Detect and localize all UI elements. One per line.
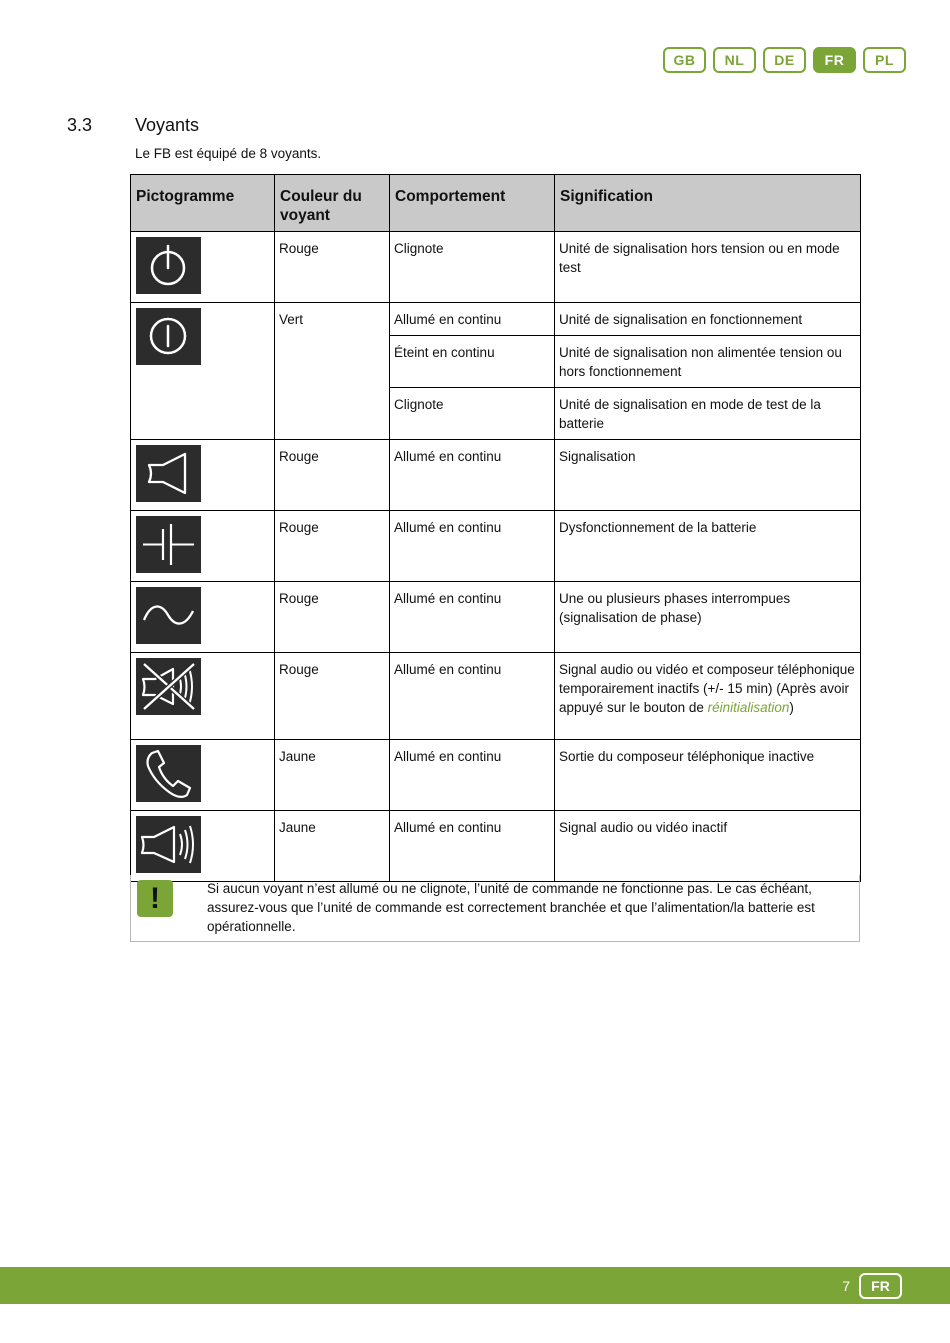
reset-link[interactable]: réinitialisation: [707, 700, 790, 715]
row-meaning: Une ou plusieurs phases interrompues (signalisation de phase): [555, 582, 861, 653]
row-meaning: Unité de signalisation non alimentée tension ou hors fonctionnement: [555, 336, 861, 388]
header-pictogram: Pictogramme: [131, 175, 275, 232]
horn-sound-icon: [136, 816, 201, 873]
footer-bar: [0, 1267, 950, 1304]
table-row: [131, 511, 861, 582]
table-row: [131, 653, 861, 740]
lang-tab-de[interactable]: DE: [763, 47, 806, 73]
footer-lang-badge: FR: [859, 1273, 902, 1299]
operation-icon: [136, 308, 201, 365]
table-row: [131, 582, 861, 653]
indicator-table: [130, 174, 861, 882]
row-meaning: Unité de signalisation hors tension ou en mode test: [555, 232, 861, 303]
power-icon: [136, 237, 201, 294]
header-behavior: Comportement: [390, 175, 555, 232]
meaning-text: Signal audio ou vidéo et composeur téléphonique temporairement inactifs (+/- 15 min) (Après avoir appuyé sur le bouton de: [559, 662, 855, 715]
header-color: Couleur du voyant: [275, 175, 390, 232]
row-color: Rouge: [275, 653, 390, 740]
section-title: Voyants: [135, 115, 200, 135]
row-behavior: Allumé en continu: [390, 811, 555, 882]
row-color: Jaune: [275, 811, 390, 882]
phone-icon: [136, 745, 201, 802]
table-row: [131, 740, 861, 811]
lang-tab-pl[interactable]: PL: [863, 47, 906, 73]
row-behavior: Allumé en continu: [390, 582, 555, 653]
horn-icon: [136, 445, 201, 502]
row-meaning: Signal audio ou vidéo inactif: [555, 811, 861, 882]
table-row: [131, 232, 861, 303]
table-row: [131, 811, 861, 882]
row-color: Rouge: [275, 232, 390, 303]
row-behavior: Clignote: [390, 388, 555, 440]
warning-icon: !: [137, 880, 173, 917]
row-behavior: Allumé en continu: [390, 303, 555, 336]
lang-tab-fr[interactable]: FR: [813, 47, 856, 73]
phase-sine-icon: [136, 587, 201, 644]
row-meaning: Signalisation: [555, 440, 861, 511]
page-number: 7: [842, 1278, 850, 1294]
row-behavior: Allumé en continu: [390, 440, 555, 511]
section-intro: Le FB est équipé de 8 voyants.: [135, 146, 322, 161]
battery-icon: [136, 516, 201, 573]
row-behavior: Allumé en continu: [390, 653, 555, 740]
row-meaning: [555, 653, 861, 740]
section-number: 3.3: [67, 115, 93, 135]
row-behavior: Allumé en continu: [390, 511, 555, 582]
row-color: Rouge: [275, 440, 390, 511]
row-color: Vert: [275, 303, 390, 440]
row-behavior: Allumé en continu: [390, 740, 555, 811]
row-meaning: Unité de signalisation en fonctionnement: [555, 303, 861, 336]
row-meaning: Dysfonctionnement de la batterie: [555, 511, 861, 582]
header-meaning: Signification: [555, 175, 861, 232]
row-color: Jaune: [275, 740, 390, 811]
row-color: Rouge: [275, 582, 390, 653]
table-row: [131, 440, 861, 511]
row-meaning: Unité de signalisation en mode de test de la batterie: [555, 388, 861, 440]
warning-note: [130, 875, 860, 942]
row-behavior: Éteint en continu: [390, 336, 555, 388]
row-behavior: Clignote: [390, 232, 555, 303]
warning-text: Si aucun voyant n’est allumé ou ne clignote, l’unité de commande ne fonctionne pas. Le cas échéant, assurez-vous que l’unité de commande est correctement branchée et que l’alimentation/la batterie est opérationnelle.: [207, 881, 815, 934]
row-color: Rouge: [275, 511, 390, 582]
lang-tab-gb[interactable]: GB: [663, 47, 706, 73]
meaning-text-end: ): [789, 700, 794, 715]
lang-tab-nl[interactable]: NL: [713, 47, 756, 73]
row-meaning: Sortie du composeur téléphonique inactive: [555, 740, 861, 811]
table-row: [131, 303, 861, 336]
language-selector: [663, 47, 906, 73]
table-header-row: [131, 175, 861, 232]
muted-horn-icon: [136, 658, 201, 715]
